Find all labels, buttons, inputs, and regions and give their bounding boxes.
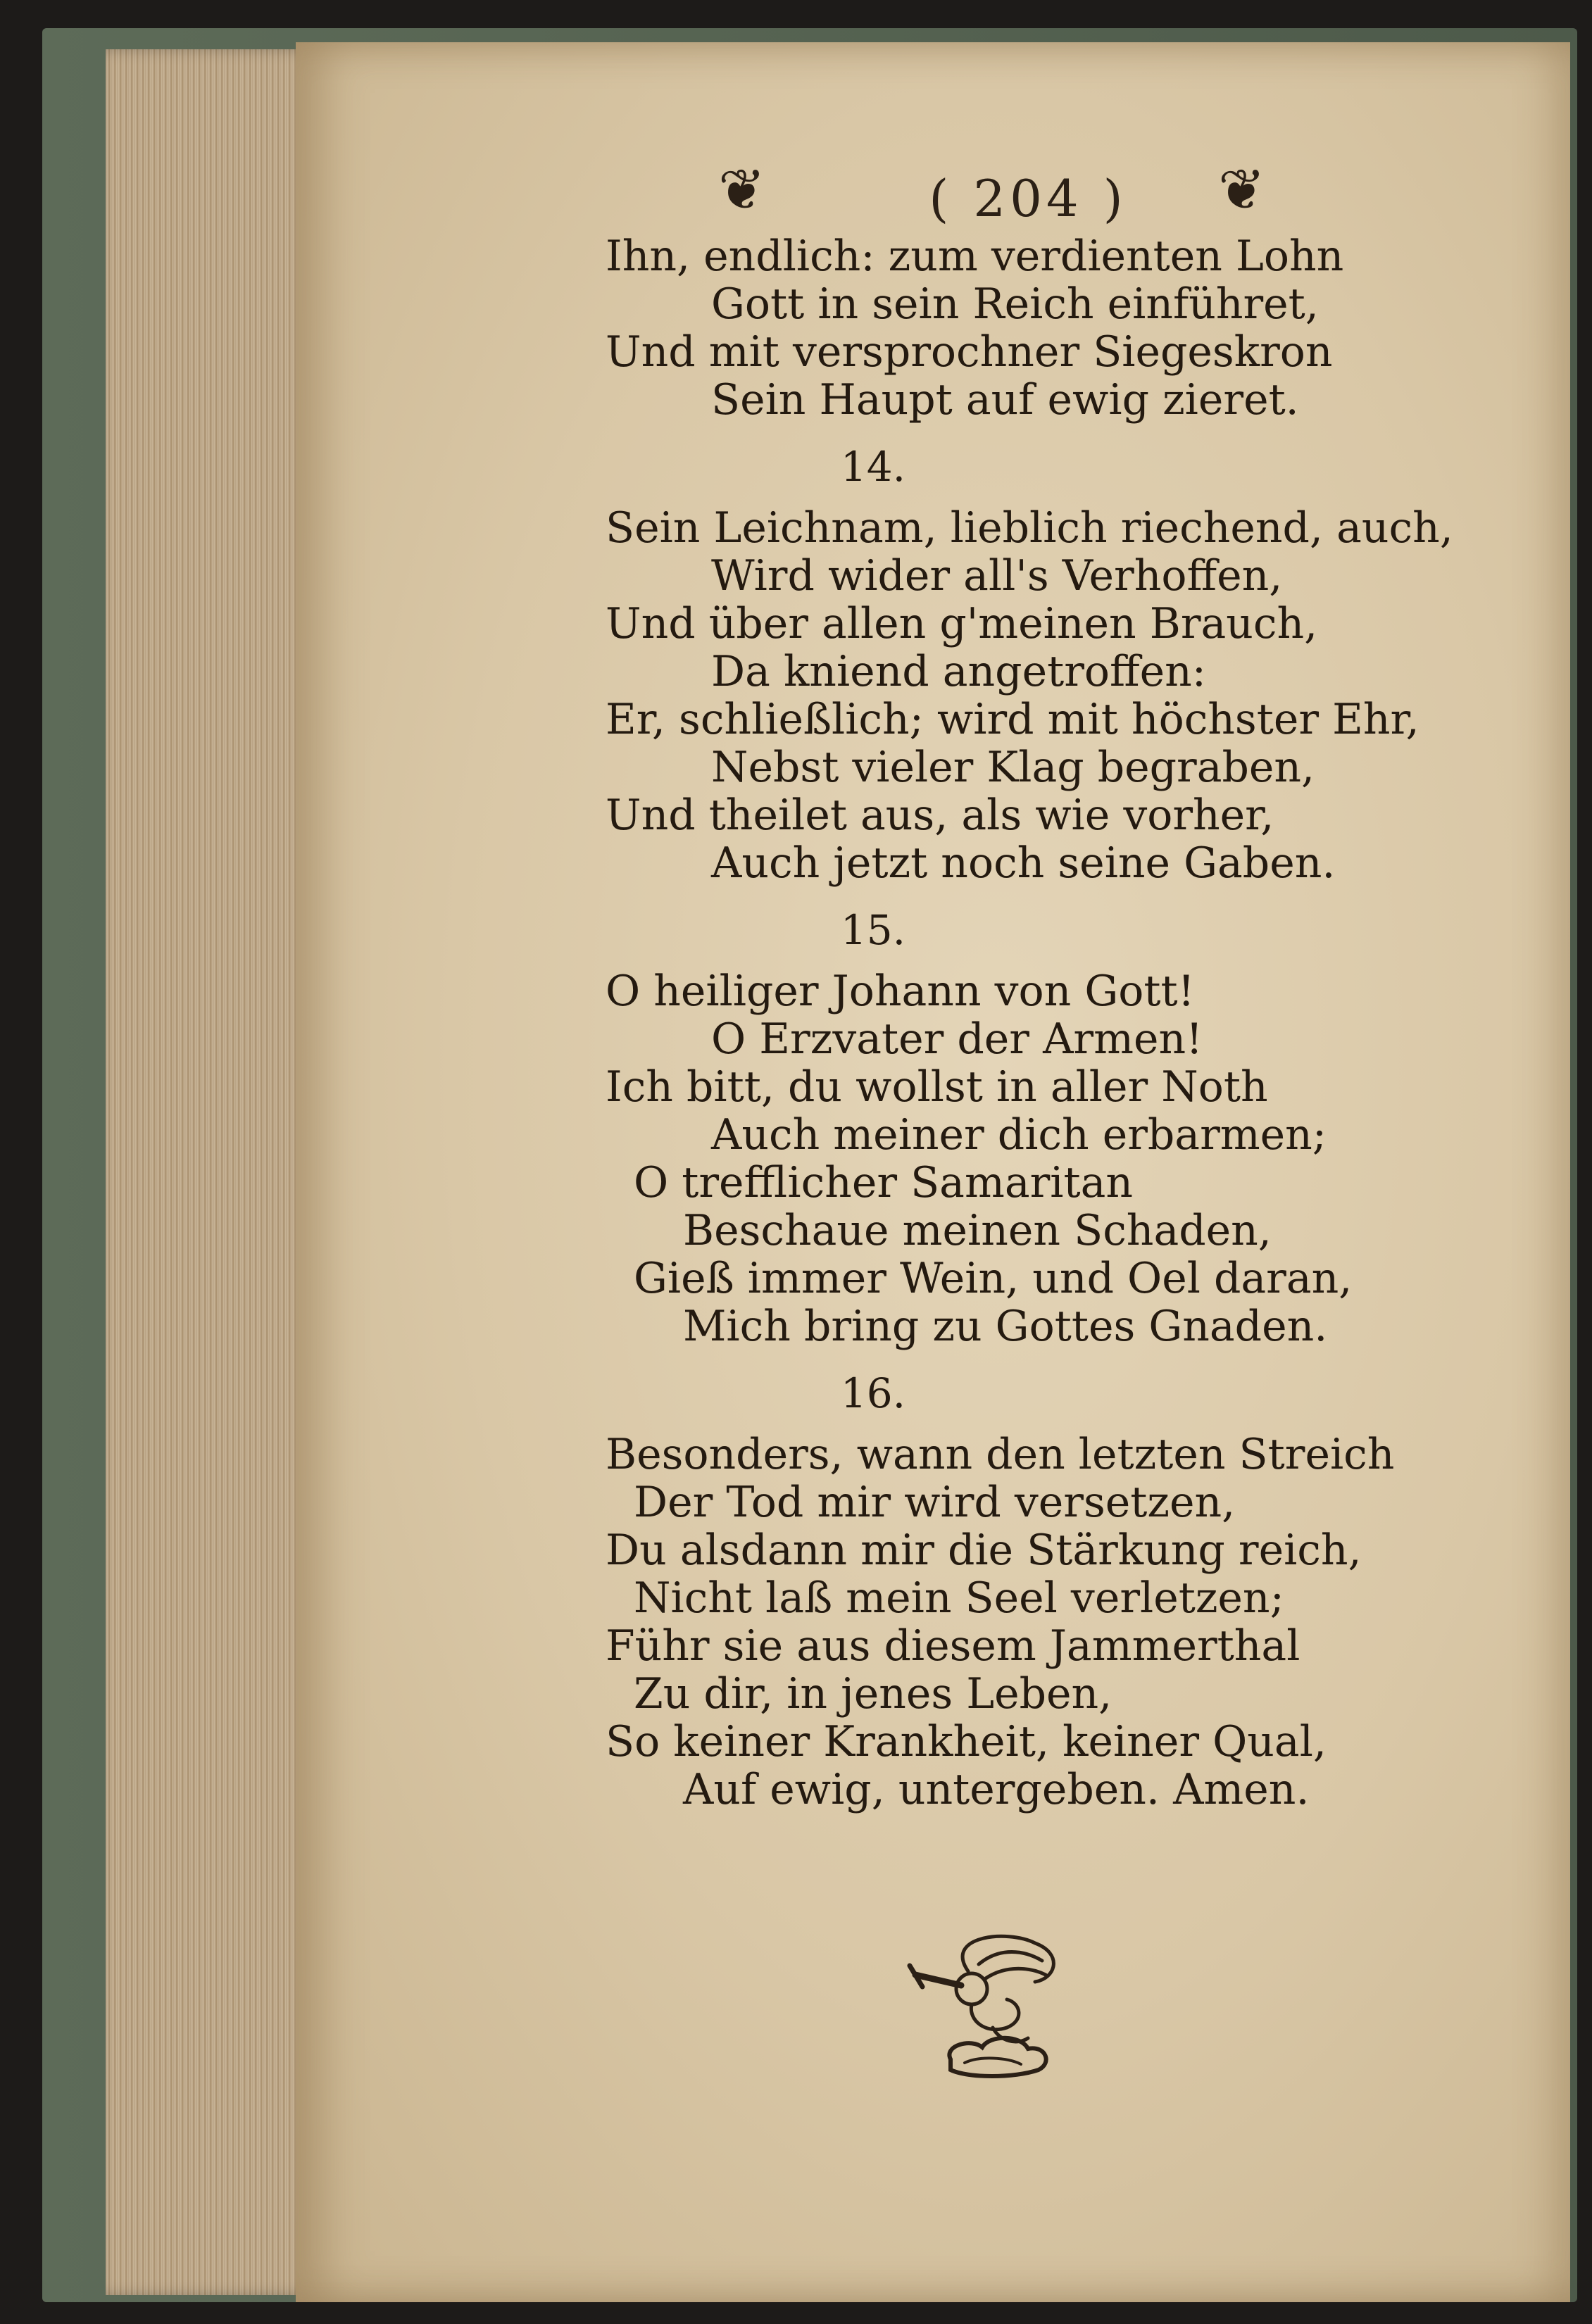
verse-line: O Erzvater der Armen! <box>711 1015 1203 1064</box>
verse-line: Er, schließlich; wird mit höchster Ehr, <box>606 695 1419 744</box>
verse-line: Beschaue meinen Schaden, <box>683 1206 1272 1255</box>
verse-line: Auch jetzt noch seine Gaben. <box>711 838 1336 888</box>
page-edges <box>106 49 317 2295</box>
verse-line: Ich bitt, du wollst in aller Noth <box>606 1062 1268 1112</box>
page-header <box>296 157 1570 239</box>
verse-line: Mich bring zu Gottes Gnaden. <box>683 1302 1328 1351</box>
verse-line: O trefflicher Samaritan <box>634 1158 1134 1207</box>
stanza-number: 16. <box>840 1369 906 1417</box>
verse-line: Zu dir, in jenes Leben, <box>634 1669 1112 1719</box>
cherub-vignette-icon <box>901 1922 1077 2084</box>
verse-line: Und theilet aus, als wie vorher, <box>606 791 1274 840</box>
fleuron-left-icon: ❦ <box>718 157 766 222</box>
verse-line: Besonders, wann den letzten Streich <box>606 1430 1395 1479</box>
verse-line: So keiner Krankheit, keiner Qual, <box>606 1717 1327 1766</box>
verse-line: Wird wider all's Verhoffen, <box>711 551 1283 601</box>
verse-line: Du alsdann mir die Stärkung reich, <box>606 1526 1362 1575</box>
verse-line: Gieß immer Wein, und Oel daran, <box>634 1254 1353 1303</box>
fleuron-right-icon: ❦ <box>1218 157 1266 222</box>
stanza-number: 14. <box>840 443 906 491</box>
verse-line: Ihn, endlich: zum verdienten Lohn <box>606 232 1344 281</box>
page-number: ( 204 ) <box>929 169 1127 228</box>
verse-line: Auf ewig, untergeben. Amen. <box>683 1765 1310 1814</box>
verse-line: Sein Haupt auf ewig zieret. <box>711 375 1299 425</box>
verse-line: Führ sie aus diesem Jammerthal <box>606 1621 1300 1671</box>
verse-line: Da kniend angetroffen: <box>711 647 1207 696</box>
verse-line: Nebst vieler Klag begraben, <box>711 743 1315 792</box>
stanza-number: 15. <box>840 906 906 954</box>
verse-line: Der Tod mir wird versetzen, <box>634 1478 1236 1527</box>
verse-line: Sein Leichnam, lieblich riechend, auch, <box>606 503 1453 553</box>
hymn-text <box>606 232 1453 1814</box>
verse-line: Auch meiner dich erbarmen; <box>711 1110 1327 1160</box>
verse-line: Und über allen g'meinen Brauch, <box>606 599 1318 648</box>
verse-line: Nicht laß mein Seel verletzen; <box>634 1574 1284 1623</box>
verse-line: Und mit versprochner Siegeskron <box>606 327 1333 377</box>
verse-line: Gott in sein Reich einführet, <box>711 279 1319 329</box>
verse-line: O heiliger Johann von Gott! <box>606 967 1195 1016</box>
